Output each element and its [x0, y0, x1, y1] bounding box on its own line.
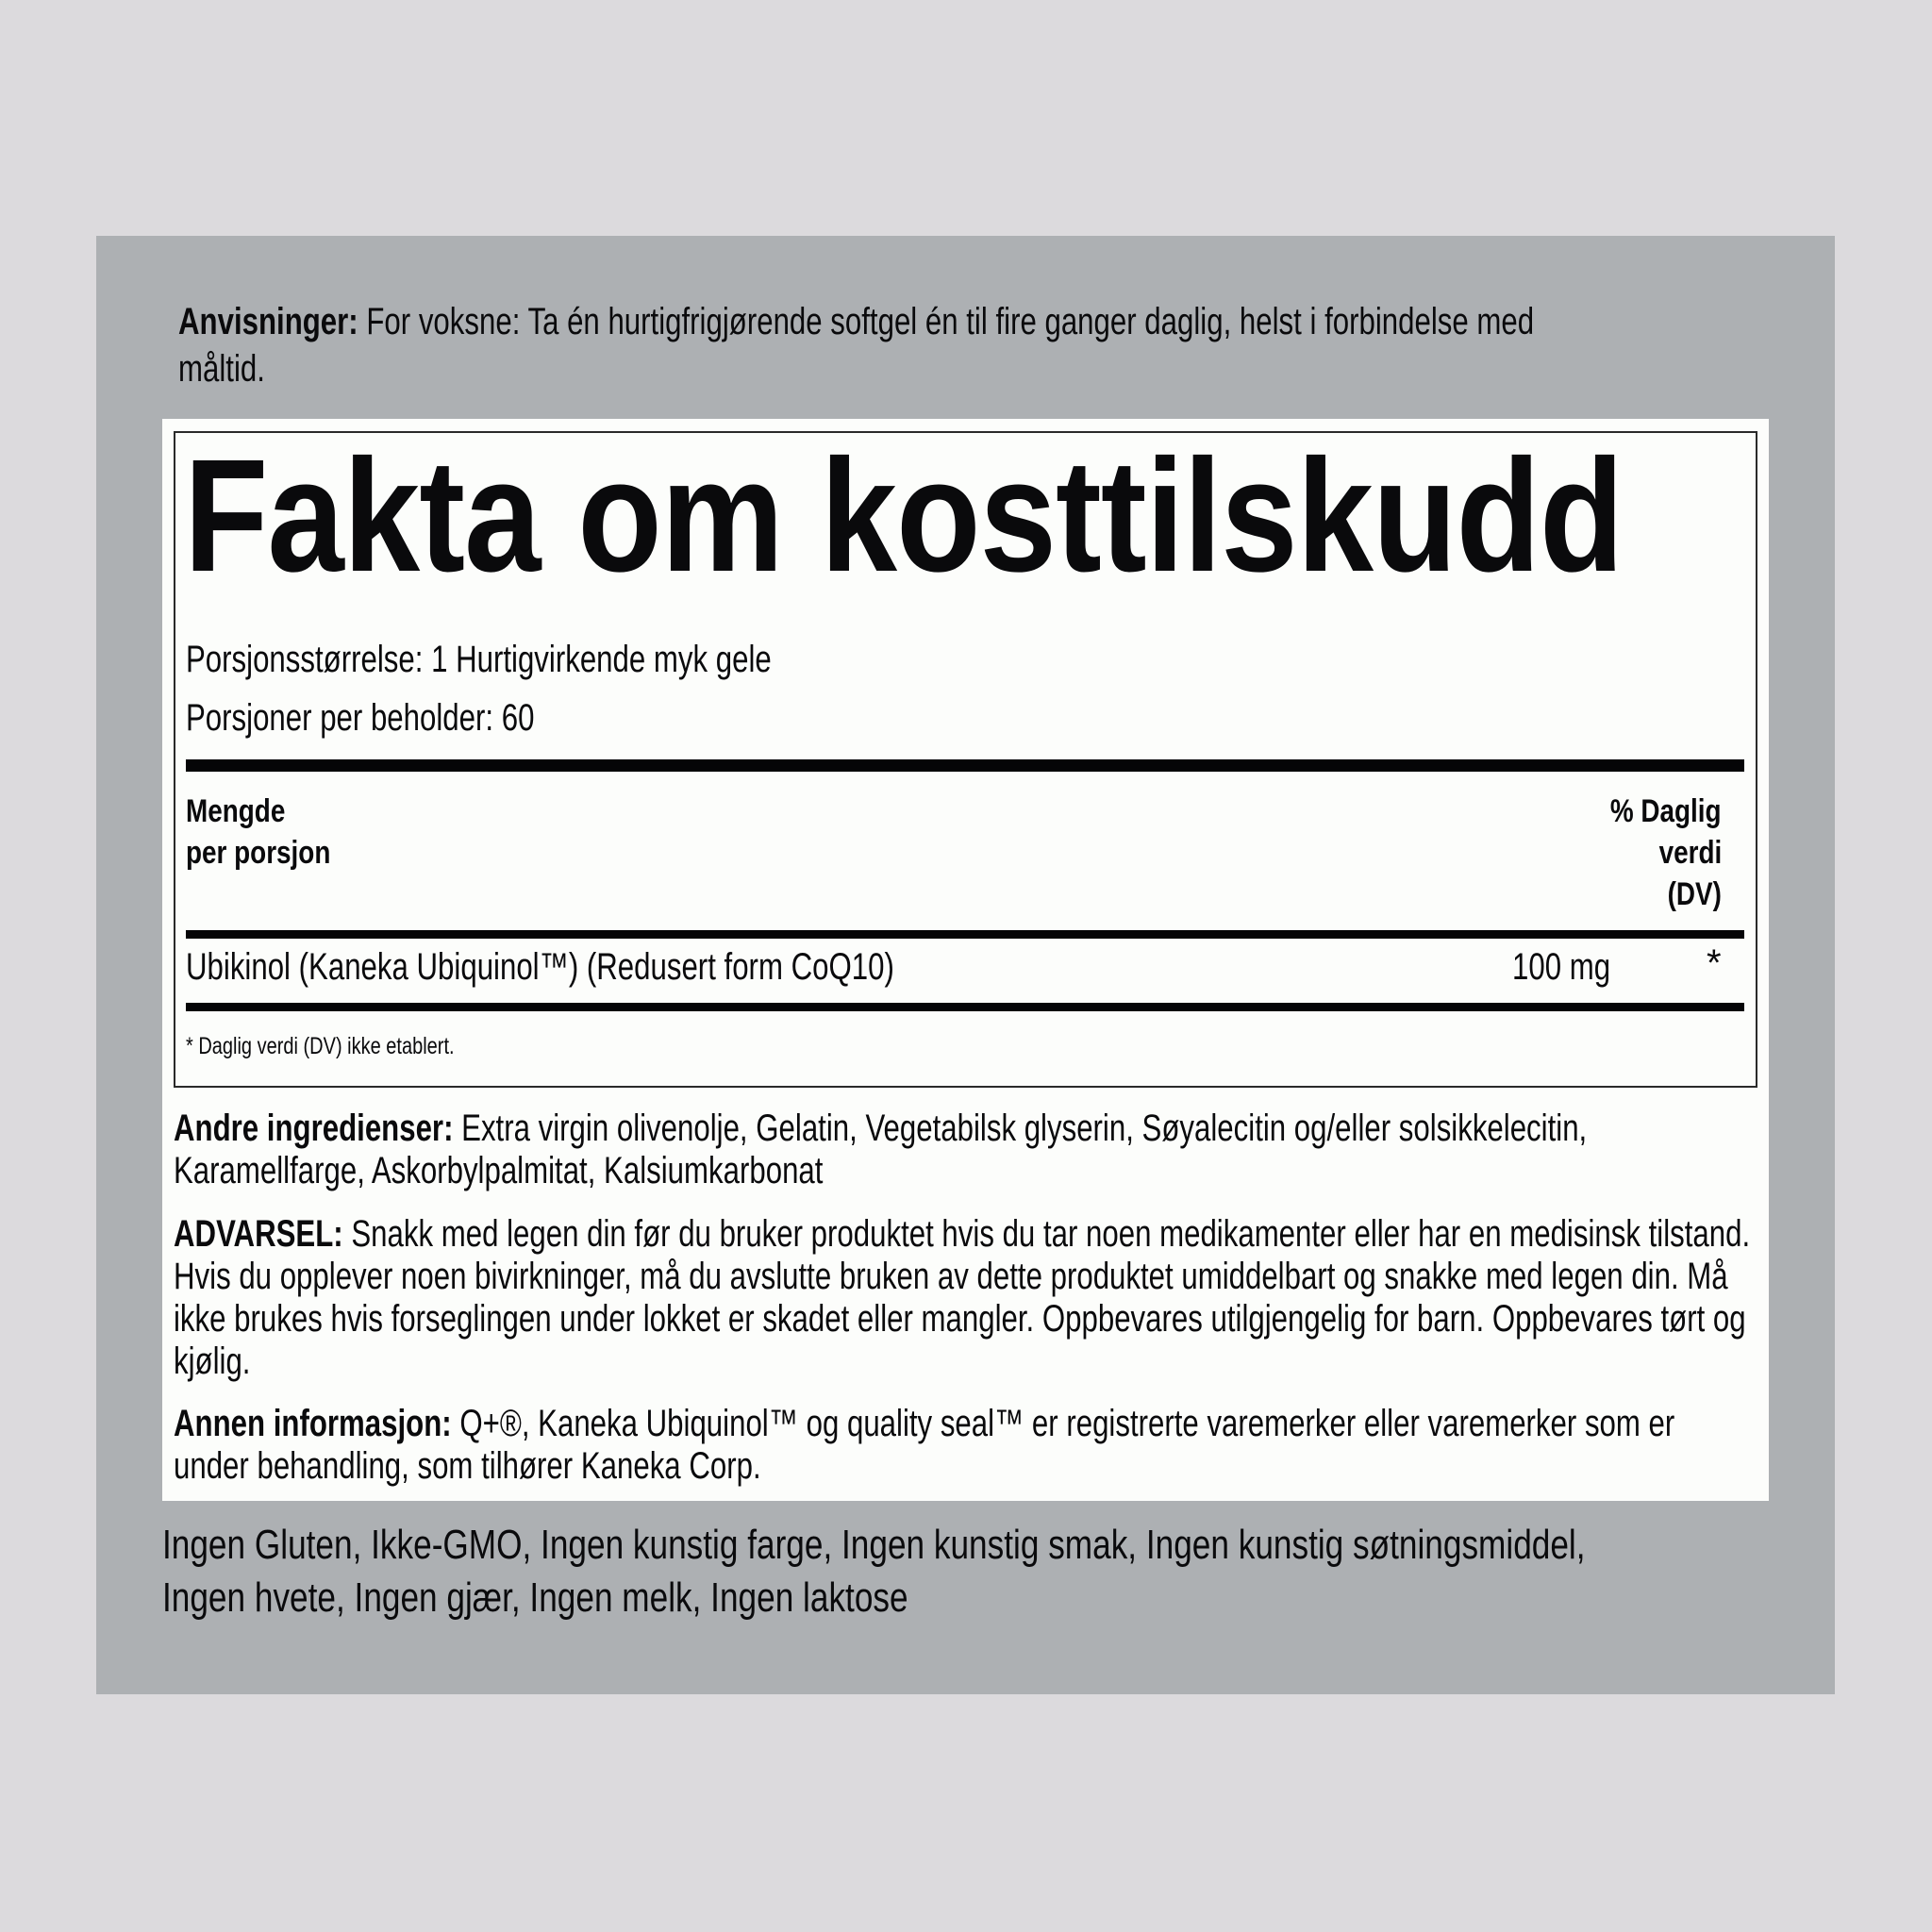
footnote [186, 1032, 522, 1060]
row-divider [186, 1003, 1744, 1011]
dv-header-line2: verdi [1658, 835, 1722, 871]
nutrient-amount: 100 mg [1512, 946, 1611, 988]
thick-divider [186, 759, 1744, 772]
other-information-label: Annen informasjon: [174, 1403, 452, 1444]
other-ingredients-label: Andre ingredienser: [174, 1108, 454, 1149]
dv-header-line1: % Daglig [1610, 793, 1722, 829]
other-ingredients-text: Extra virgin olivenolje, Gelatin, Vegetabilsk glyserin, Søyalecitin og/eller solsikkelecitin, [453, 1108, 1588, 1149]
warning-text-line2: Hvis du opplever noen bivirkninger, må du avslutte bruken av dette produktet umiddelbart og snakke med legen din. Må [174, 1256, 1728, 1297]
serving-size: Porsjonsstørrelse: 1 Hurtigvirkende myk gele [186, 639, 772, 680]
other-information-text-line2: under behandling, som tilhører Kaneka Corp. [174, 1445, 761, 1487]
header-divider [186, 930, 1744, 939]
servings-per-container: Porsjoner per beholder: 60 [186, 697, 535, 739]
free-from-line1: Ingen Gluten, Ikke-GMO, Ingen kunstig farge, Ingen kunstig smak, Ingen kunstig søtningsmiddel, [162, 1522, 1586, 1568]
amount-header-line2: per porsjon [186, 835, 331, 871]
directions-text-line2: måltid. [178, 348, 265, 390]
warning-text: Snakk med legen din før du bruker produktet hvis du tar noen medikamenter eller har en medisinsk tilstand. [342, 1213, 1751, 1255]
free-from-line2: Ingen hvete, Ingen gjær, Ingen melk, Ingen laktose [162, 1574, 908, 1621]
facts-title-wrap [184, 426, 1857, 606]
nutrient-row [186, 942, 1744, 989]
dv-header [1586, 791, 1722, 915]
directions-label: Anvisninger: [178, 301, 358, 342]
facts-title: Fakta om kosttilskudd [184, 426, 1624, 606]
other-ingredients-text-line2: Karamellfarge, Askorbylpalmitat, Kalsiumkarbonat [174, 1150, 824, 1191]
nutrient-dv: * [1707, 942, 1722, 984]
nutrient-name: Ubikinol (Kaneka Ubiquinol™) (Redusert form CoQ10) [186, 946, 894, 988]
directions-text: For voksne: Ta én hurtigfrigjørende softgel én til fire ganger daglig, helst i forbindelse med [358, 301, 1535, 342]
warning-label: ADVARSEL: [174, 1213, 343, 1255]
other-information-text: Q+®, Kaneka Ubiquinol™ og quality seal™ er registrerte varemerker eller varemerker som er [451, 1403, 1675, 1444]
dv-header-line3: (DV) [1667, 876, 1722, 912]
amount-header-line1: Mengde [186, 793, 286, 829]
warning-text-line3: ikke brukes hvis forseglingen under lokket er skadet eller mangler. Oppbevares utilgjengelig for barn. Oppbevares tørt og [174, 1298, 1746, 1340]
warning-text-line4: kjølig. [174, 1341, 251, 1382]
footnote-text: * Daglig verdi (DV) ikke etablert. [186, 1033, 455, 1059]
